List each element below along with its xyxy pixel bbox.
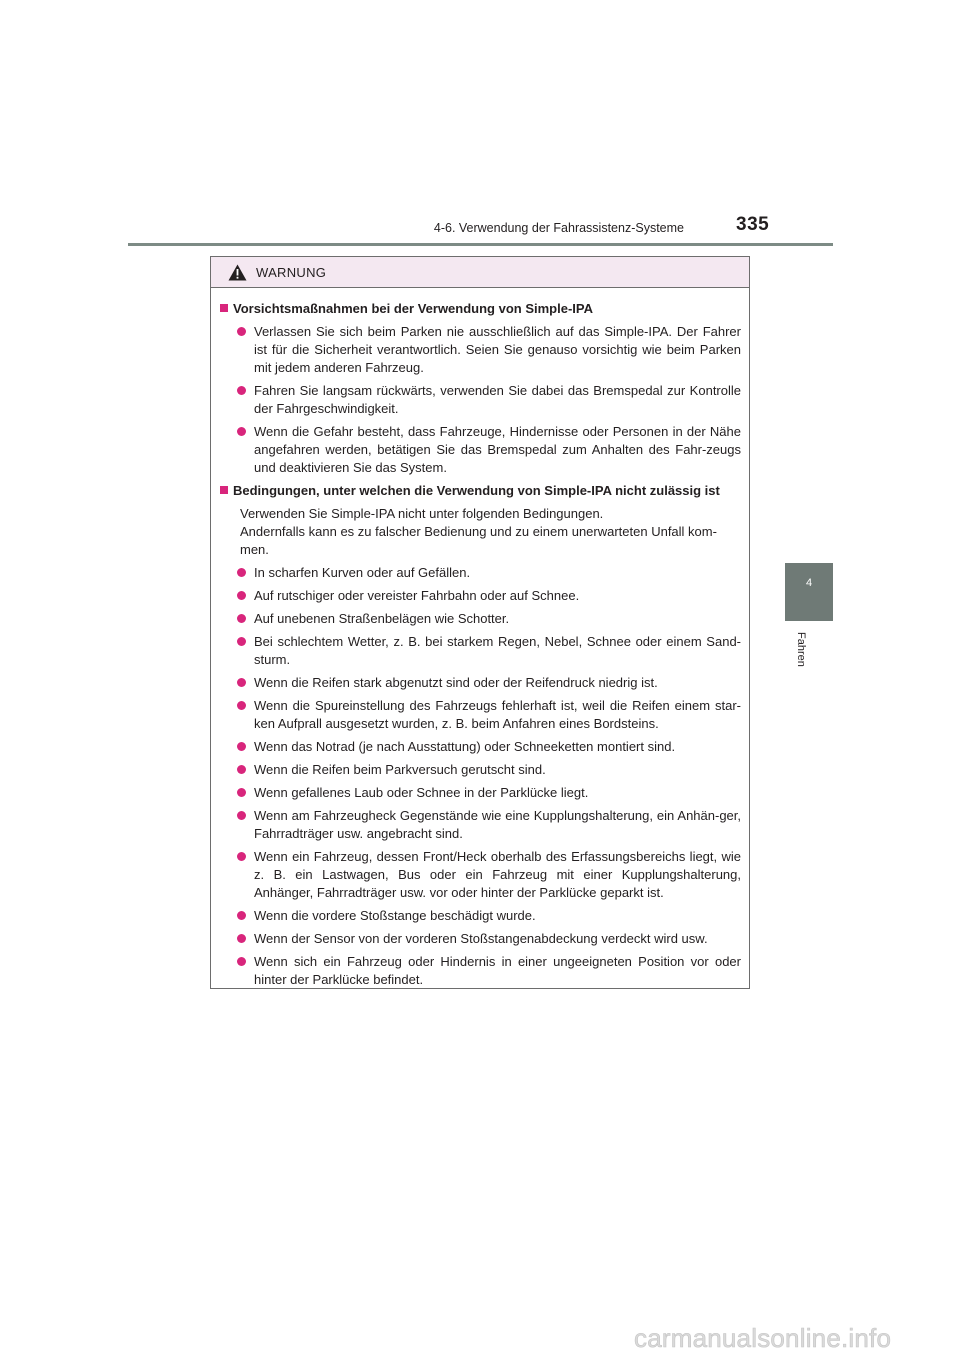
header-rule: [128, 243, 833, 246]
section-heading: Vorsichtsmaßnahmen bei der Verwendung von Simple-IPA: [220, 300, 741, 318]
warning-title: WARNUNG: [256, 265, 327, 280]
list-item: Wenn die Spureinstellung des Fahrzeugs fehlerhaft ist, weil die Reifen einem star-ken Aufprall ausgesetzt wurden, z. B. beim Anfahren eines Bordsteins.: [220, 697, 741, 733]
warning-triangle-icon: [228, 264, 247, 281]
list-item: Wenn ein Fahrzeug, dessen Front/Heck oberhalb des Erfassungsbereichs liegt, wie z. B. ein Lastwagen, Bus oder ein Fahrzeug mit einer Kupplungshalterung, Anhänger, Fahrradträger usw. vor oder hinter der Parklücke geparkt ist.: [220, 848, 741, 902]
list-item: Fahren Sie langsam rückwärts, verwenden Sie dabei das Bremspedal zur Kontrolle der Fahrgeschwindigkeit.: [220, 382, 741, 418]
list-item: Auf rutschiger oder vereister Fahrbahn oder auf Schnee.: [220, 587, 741, 605]
chapter-tab: [785, 563, 833, 621]
watermark-logo: [632, 1320, 958, 1356]
chapter-label: Fahren: [795, 632, 807, 667]
list-item: Wenn die Reifen stark abgenutzt sind oder der Reifendruck niedrig ist.: [220, 674, 741, 692]
warning-body: [211, 288, 749, 989]
section-intro: Verwenden Sie Simple-IPA nicht unter folgenden Bedingungen. Andernfalls kann es zu falscher Bedienung und zu einem unerwarteten Unfall kom-men.: [240, 506, 717, 557]
watermark-text: carmanualsonline.info: [634, 1323, 892, 1353]
list-item: Wenn der Sensor von der vorderen Stoßstangenabdeckung verdeckt wird usw.: [220, 930, 741, 948]
list-item: Verlassen Sie sich beim Parken nie ausschließlich auf das Simple-IPA. Der Fahrer ist für die Sicherheit verantwortlich. Seien Sie genauso vorsichtig wie beim Parken mit jedem anderen Fahrzeug.: [220, 323, 741, 377]
list-item: Auf unebenen Straßenbelägen wie Schotter.: [220, 610, 741, 628]
chapter-number: 4: [805, 577, 813, 589]
list-item: Wenn am Fahrzeugheck Gegenstände wie eine Kupplungshalterung, ein Anhän-ger, Fahrradträger usw. angebracht sind.: [220, 807, 741, 843]
list-item: Bei schlechtem Wetter, z. B. bei starkem Regen, Nebel, Schnee oder einem Sand-sturm.: [220, 633, 741, 669]
warning-box: [210, 256, 750, 989]
list-item: Wenn das Notrad (je nach Ausstattung) oder Schneeketten montiert sind.: [220, 738, 741, 756]
list-item: In scharfen Kurven oder auf Gefällen.: [220, 564, 741, 582]
section-header: 4-6. Verwendung der Fahrassistenz-Systeme: [433, 221, 684, 235]
page-number: 335: [736, 214, 770, 235]
section-heading: Bedingungen, unter welchen die Verwendung von Simple-IPA nicht zulässig ist: [220, 482, 741, 500]
list-item: Wenn sich ein Fahrzeug oder Hindernis in einer ungeeigneten Position vor oder hinter der Parklücke befindet.: [220, 953, 741, 989]
warning-header: [211, 257, 749, 288]
list-item: Wenn gefallenes Laub oder Schnee in der Parklücke liegt.: [220, 784, 741, 802]
list-item: Wenn die Gefahr besteht, dass Fahrzeuge, Hindernisse oder Personen in der Nähe angefahren werden, betätigen Sie das Bremspedal zum Anhalten des Fahr-zeugs und deaktivieren Sie das System.: [220, 423, 741, 477]
list-item: Wenn die Reifen beim Parkversuch gerutscht sind.: [220, 761, 741, 779]
list-item: Wenn die vordere Stoßstange beschädigt wurde.: [220, 907, 741, 925]
